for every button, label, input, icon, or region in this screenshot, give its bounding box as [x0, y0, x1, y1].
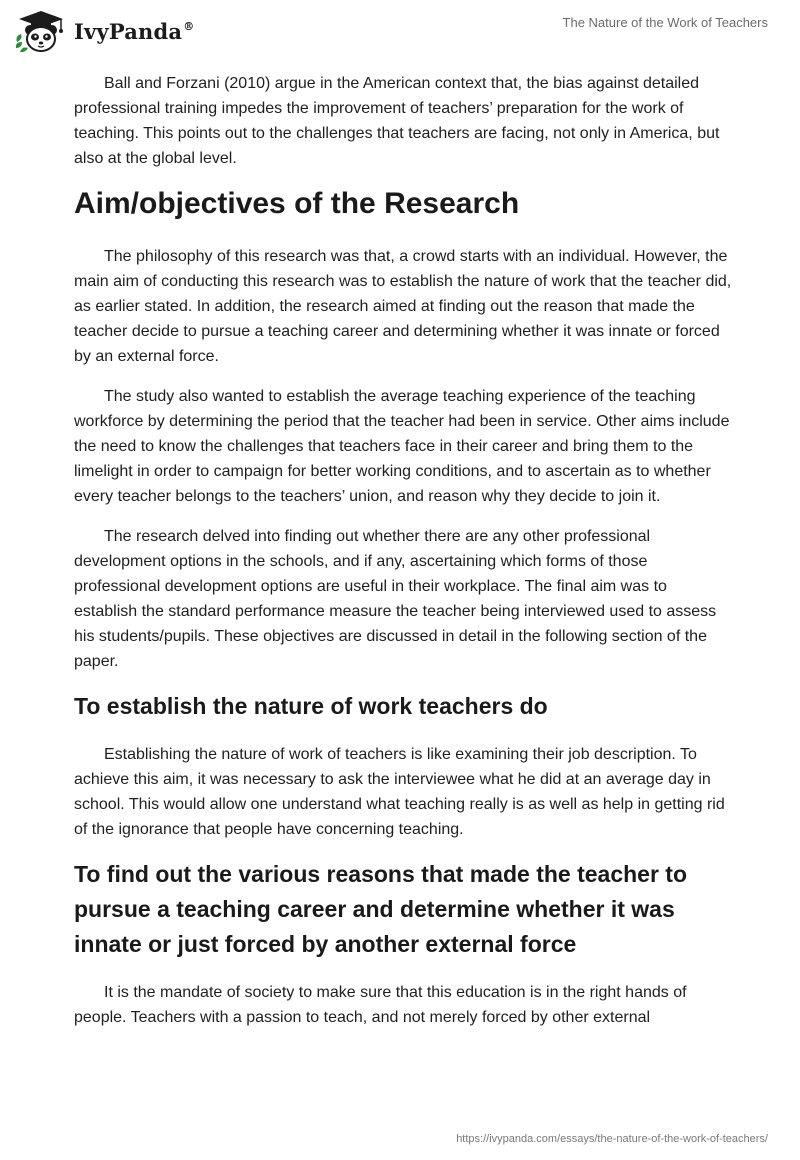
paragraph: The study also wanted to establish the average teaching experience of the teaching workforce by determining the period that the teacher had been in service. Other aims include the need to know the challenges that teachers face in their career and bring them to the limelight in order to campaign for better working conditions, and to ascertain as to whether every teacher belongs to the teachers’ union, and reason why they decide to join it.	[74, 388, 730, 505]
panda-graduation-cap-icon	[14, 8, 68, 54]
ivypanda-logo[interactable]	[14, 8, 194, 54]
document-title: The Nature of the Work of Teachers	[562, 15, 768, 30]
subsection-heading-reasons: To find out the various reasons that made the teacher to pursue a teaching career and determine whether it was innate or just forced by another external force	[74, 861, 688, 957]
essay-content	[74, 71, 734, 1045]
source-url[interactable]: https://ivypanda.com/essays/the-nature-of-the-work-of-teachers/	[456, 1133, 768, 1145]
paragraph: Establishing the nature of work of teachers is like examining their job description. To achieve this aim, it was necessary to ask the interviewee what he did at an average day in school. This would allow one understand what teaching really is as well as help in getting rid of the ignorance that people have concerning teaching.	[74, 746, 725, 838]
logo-wordmark: IvyPanda®	[74, 18, 195, 44]
paragraph: The research delved into finding out whether there are any other professional development options in the schools, and if any, ascertaining which forms of those professional development options are useful in their workplace. The final aim was to establish the standard performance measure the teacher being interviewed used to assess his students/pupils. These objectives are discussed in detail in the following section of the paper.	[74, 528, 717, 670]
subsection-heading-nature-of-work: To establish the nature of work teachers do	[74, 693, 548, 719]
paragraph: The philosophy of this research was that, a crowd starts with an individual. However, the main aim of conducting this research was to establish the nature of work that the teacher did, as earlier stated. In addition, the research aimed at finding out the reason that made the teacher decide to pursue a teaching career and determining whether it was innate or forced by an external force.	[74, 248, 732, 365]
paragraph: Ball and Forzani (2010) argue in the American context that, the bias against detailed professional training impedes the improvement of teachers’ preparation for the work of teaching. This points out to the challenges that teachers are facing, not only in America, but also at the global level.	[74, 75, 720, 167]
section-heading-aims: Aim/objectives of the Research	[74, 187, 520, 220]
page-header	[0, 0, 800, 60]
paragraph: It is the mandate of society to make sure that this education is in the right hands of people. Teachers with a passion to teach, and not merely forced by other external	[74, 984, 687, 1026]
